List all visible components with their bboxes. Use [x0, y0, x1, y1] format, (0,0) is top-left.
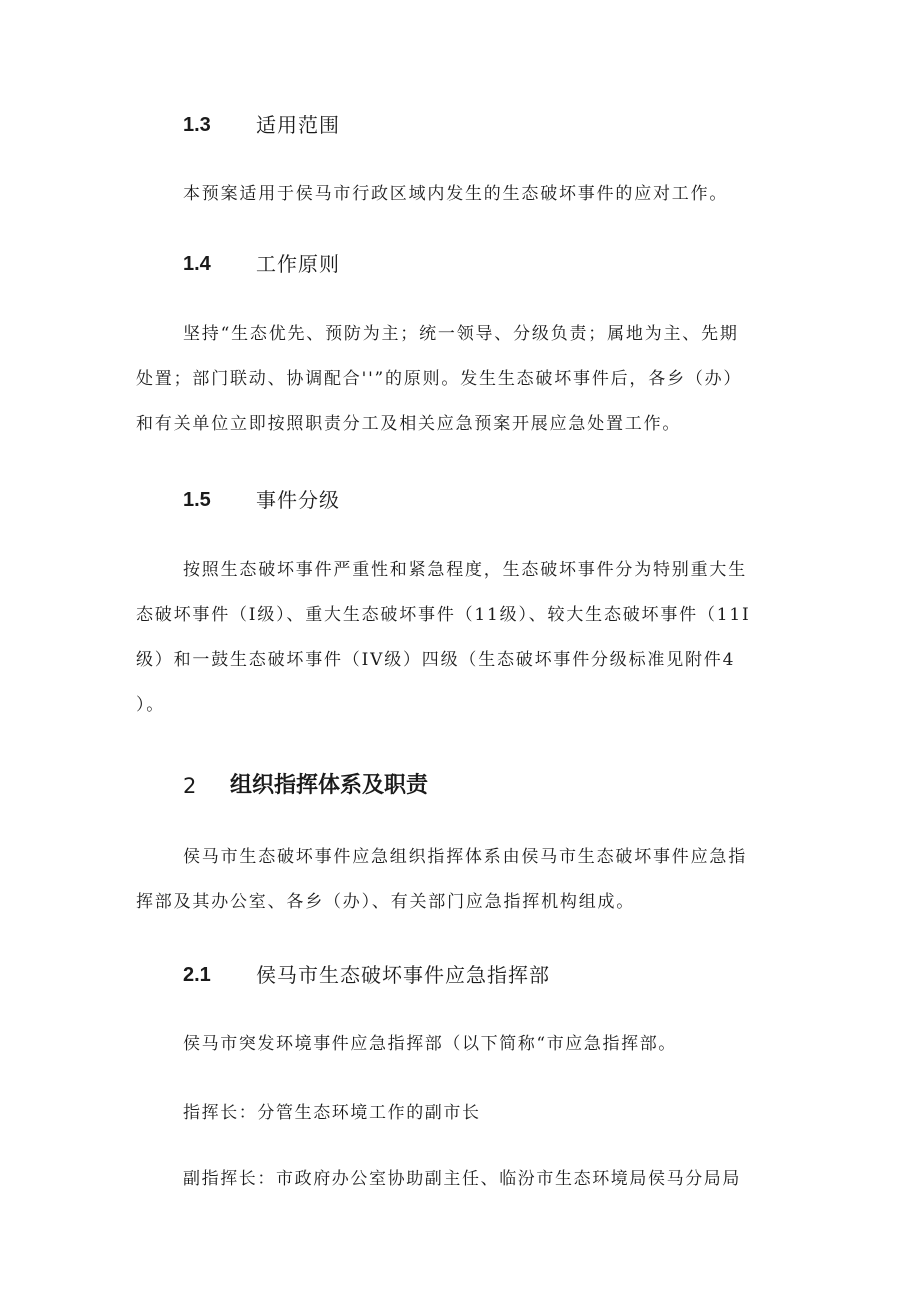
section-paragraph-2 [136, 835, 786, 925]
section-paragraph-1-3 [136, 172, 786, 217]
paragraph-line: 和有关单位立即按照职责分工及相关应急预案开展应急处置工作。 [136, 414, 682, 434]
section-heading-2 [0, 769, 920, 803]
section-number: 2.1 [183, 964, 211, 986]
section-number: 1.4 [183, 253, 211, 275]
section-heading-1-4 [0, 247, 920, 281]
section-heading-2-1 [0, 958, 920, 992]
section-title: 工作原则 [256, 252, 340, 276]
section-number: 1.5 [183, 489, 211, 511]
paragraph-line: 挥部及其办公室、各乡（办）、有关部门应急指挥机构组成。 [136, 892, 636, 912]
section-paragraph-1-5 [136, 548, 786, 728]
section-title: 侯马市生态破坏事件应急指挥部 [256, 963, 550, 987]
paragraph-line: 态破坏事件（I级）、重大生态破坏事件（11级）、较大生态破坏事件（11I [136, 605, 751, 625]
paragraph-line: 级）和一鼓生态破坏事件（IV级）四级（生态破坏事件分级标准见附件4 [136, 650, 736, 670]
paragraph-line: 按照生态破坏事件严重性和紧急程度，生态破坏事件分为特别重大生 [183, 560, 747, 580]
section-paragraph-1-4 [136, 312, 786, 447]
paragraph-line: 侯马市突发环境事件应急指挥部（以下简称“市应急指挥部。 [183, 1034, 677, 1054]
section-number: 1.3 [183, 114, 211, 136]
section-heading-1-5 [0, 483, 920, 517]
paragraph-line: 指挥长：分管生态环境工作的副市长 [183, 1103, 481, 1123]
section-title: 事件分级 [256, 488, 340, 512]
paragraph-line: ）。 [136, 695, 166, 715]
section-heading-1-3 [0, 108, 920, 142]
section-title: 适用范围 [256, 113, 340, 137]
paragraph-line: 坚持“生态优先、预防为主；统一领导、分级负责；属地为主、先期 [183, 324, 739, 344]
paragraph-line: 本预案适用于侯马市行政区域内发生的生态破坏事件的应对工作。 [183, 184, 729, 204]
paragraph-line: 侯马市生态破坏事件应急组织指挥体系由侯马市生态破坏事件应急指 [183, 847, 747, 867]
section-number: 2 [183, 774, 197, 798]
section-title: 组织指挥体系及职责 [230, 773, 429, 798]
paragraph-line: 处置；部门联动、协调配合''”的原则。发生生态破坏事件后，各乡（办） [136, 369, 743, 389]
paragraph-line: 副指挥长：市政府办公室协助副主任、临汾市生态环境局侯马分局局 [183, 1169, 741, 1189]
